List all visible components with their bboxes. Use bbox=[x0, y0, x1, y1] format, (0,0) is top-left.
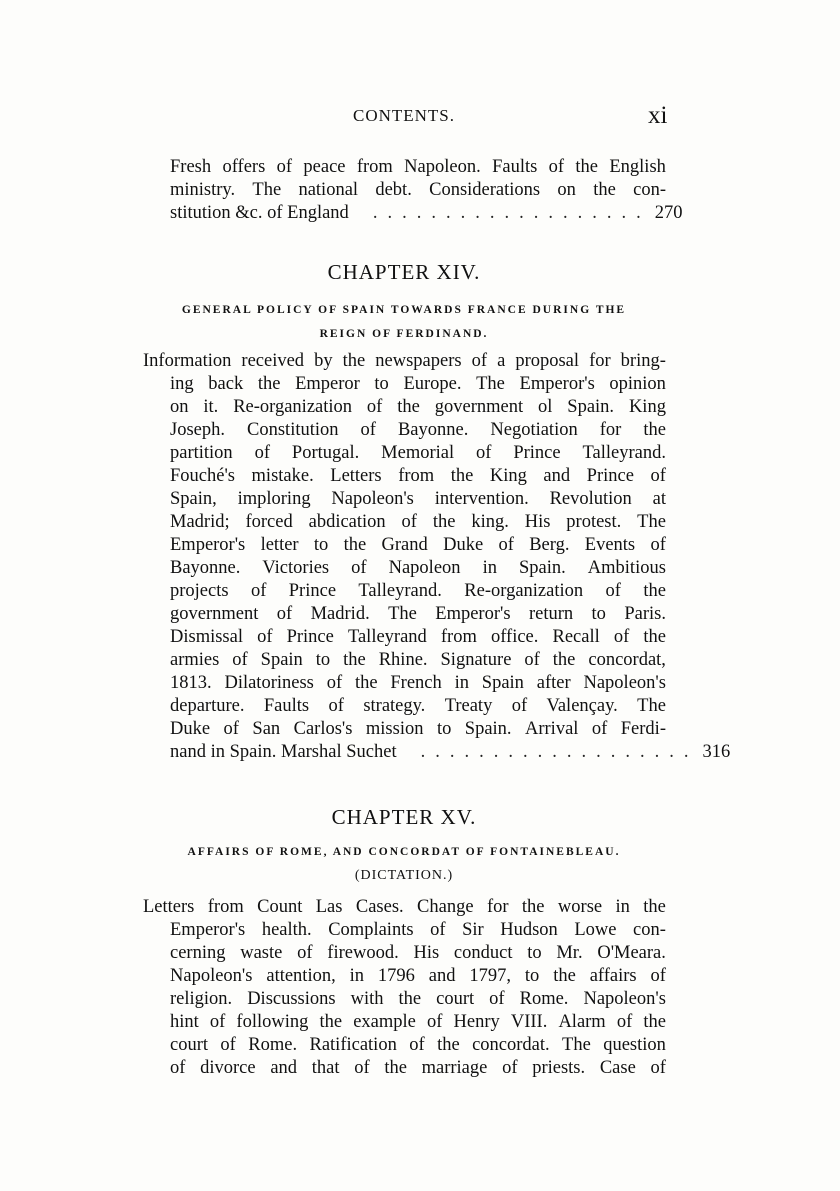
text-line-last bbox=[170, 741, 731, 764]
text-line: projects of Prince Talleyrand. Re-organization of the bbox=[170, 581, 666, 601]
text-line: Madrid; forced abdication of the king. His protest. The bbox=[170, 512, 666, 532]
running-head bbox=[0, 104, 840, 134]
dot-leader: ................... bbox=[372, 203, 651, 223]
dot-leader: ................... bbox=[420, 742, 699, 762]
text-line: on it. Re-organization of the government ol Spain. King bbox=[170, 397, 666, 417]
entry-chapter-xiii-continuation bbox=[170, 156, 683, 225]
text-line: Napoleon's attention, in 1796 and 1797, to the affairs of bbox=[170, 966, 666, 986]
text-line: Fouché's mistake. Letters from the King and Prince of bbox=[170, 466, 666, 486]
text-line: ing back the Emperor to Europe. The Emperor's opinion bbox=[170, 374, 666, 394]
chapter-xiv-summary-body bbox=[170, 373, 731, 764]
text-line: cerning waste of firewood. His conduct to Mr. O'Meara. bbox=[170, 943, 666, 963]
chapter-heading: CHAPTER XIV. bbox=[327, 260, 481, 284]
text-line: 1813. Dilatoriness of the French in Spain after Napoleon's bbox=[170, 673, 666, 693]
text-line: Emperor's health. Complaints of Sir Hudson Lowe con- bbox=[170, 920, 666, 940]
text-line: Information received by the newspapers of a proposal for bring- bbox=[143, 351, 666, 371]
text-line: armies of Spain to the Rhine. Signature of the concordat, bbox=[170, 650, 666, 670]
chapter-heading: CHAPTER XV. bbox=[331, 805, 477, 829]
text-line-text: nand in Spain. Marshal Suchet bbox=[170, 742, 397, 762]
text-line: departure. Faults of strategy. Treaty of Valençay. The bbox=[170, 696, 666, 716]
chapter-subtitle-line: REIGN OF FERDINAND. bbox=[319, 328, 489, 340]
text-line-text: stitution &c. of England bbox=[170, 203, 349, 223]
text-line: government of Madrid. The Emperor's return to Paris. bbox=[170, 604, 666, 624]
chapter-subtitle-line: GENERAL POLICY OF SPAIN TOWARDS FRANCE DURING THE bbox=[181, 304, 627, 316]
text-line: of divorce and that of the marriage of priests. Case of bbox=[170, 1058, 666, 1078]
text-line-last bbox=[170, 202, 683, 225]
running-head-title: CONTENTS. bbox=[352, 106, 456, 125]
chapter-xiv-summary bbox=[143, 350, 666, 373]
page-reference: 316 bbox=[702, 742, 731, 762]
text-line: partition of Portugal. Memorial of Prince Talleyrand. bbox=[170, 443, 666, 463]
page-reference: 270 bbox=[654, 203, 683, 223]
chapter-subtitle-line: (DICTATION.) bbox=[354, 868, 454, 883]
text-line: ministry. The national debt. Considerations on the con- bbox=[170, 180, 666, 200]
text-line: hint of following the example of Henry VIII. Alarm of the bbox=[170, 1012, 666, 1032]
text-line: court of Rome. Ratification of the concordat. The question bbox=[170, 1035, 666, 1055]
text-line: religion. Discussions with the court of Rome. Napoleon's bbox=[170, 989, 666, 1009]
chapter-subtitle-line: AFFAIRS OF ROME, AND CONCORDAT OF FONTAINEBLEAU. bbox=[187, 846, 621, 858]
page-number: xi bbox=[648, 102, 668, 129]
chapter-xv-summary bbox=[143, 896, 666, 919]
text-line: Spain, imploring Napoleon's intervention. Revolution at bbox=[170, 489, 666, 509]
text-line: Duke of San Carlos's mission to Spain. Arrival of Ferdi- bbox=[170, 719, 666, 739]
text-line: Bayonne. Victories of Napoleon in Spain. Ambitious bbox=[170, 558, 666, 578]
chapter-subtitle bbox=[140, 298, 668, 346]
text-line: Dismissal of Prince Talleyrand from office. Recall of the bbox=[170, 627, 666, 647]
text-line: Fresh offers of peace from Napoleon. Faults of the English bbox=[170, 157, 666, 177]
text-line: Emperor's letter to the Grand Duke of Berg. Events of bbox=[170, 535, 666, 555]
text-line: Joseph. Constitution of Bayonne. Negotiation for the bbox=[170, 420, 666, 440]
chapter-subtitle bbox=[140, 840, 668, 888]
chapter-xv-summary-body bbox=[170, 919, 666, 1080]
text-line: Letters from Count Las Cases. Change for the worse in the bbox=[143, 897, 666, 917]
